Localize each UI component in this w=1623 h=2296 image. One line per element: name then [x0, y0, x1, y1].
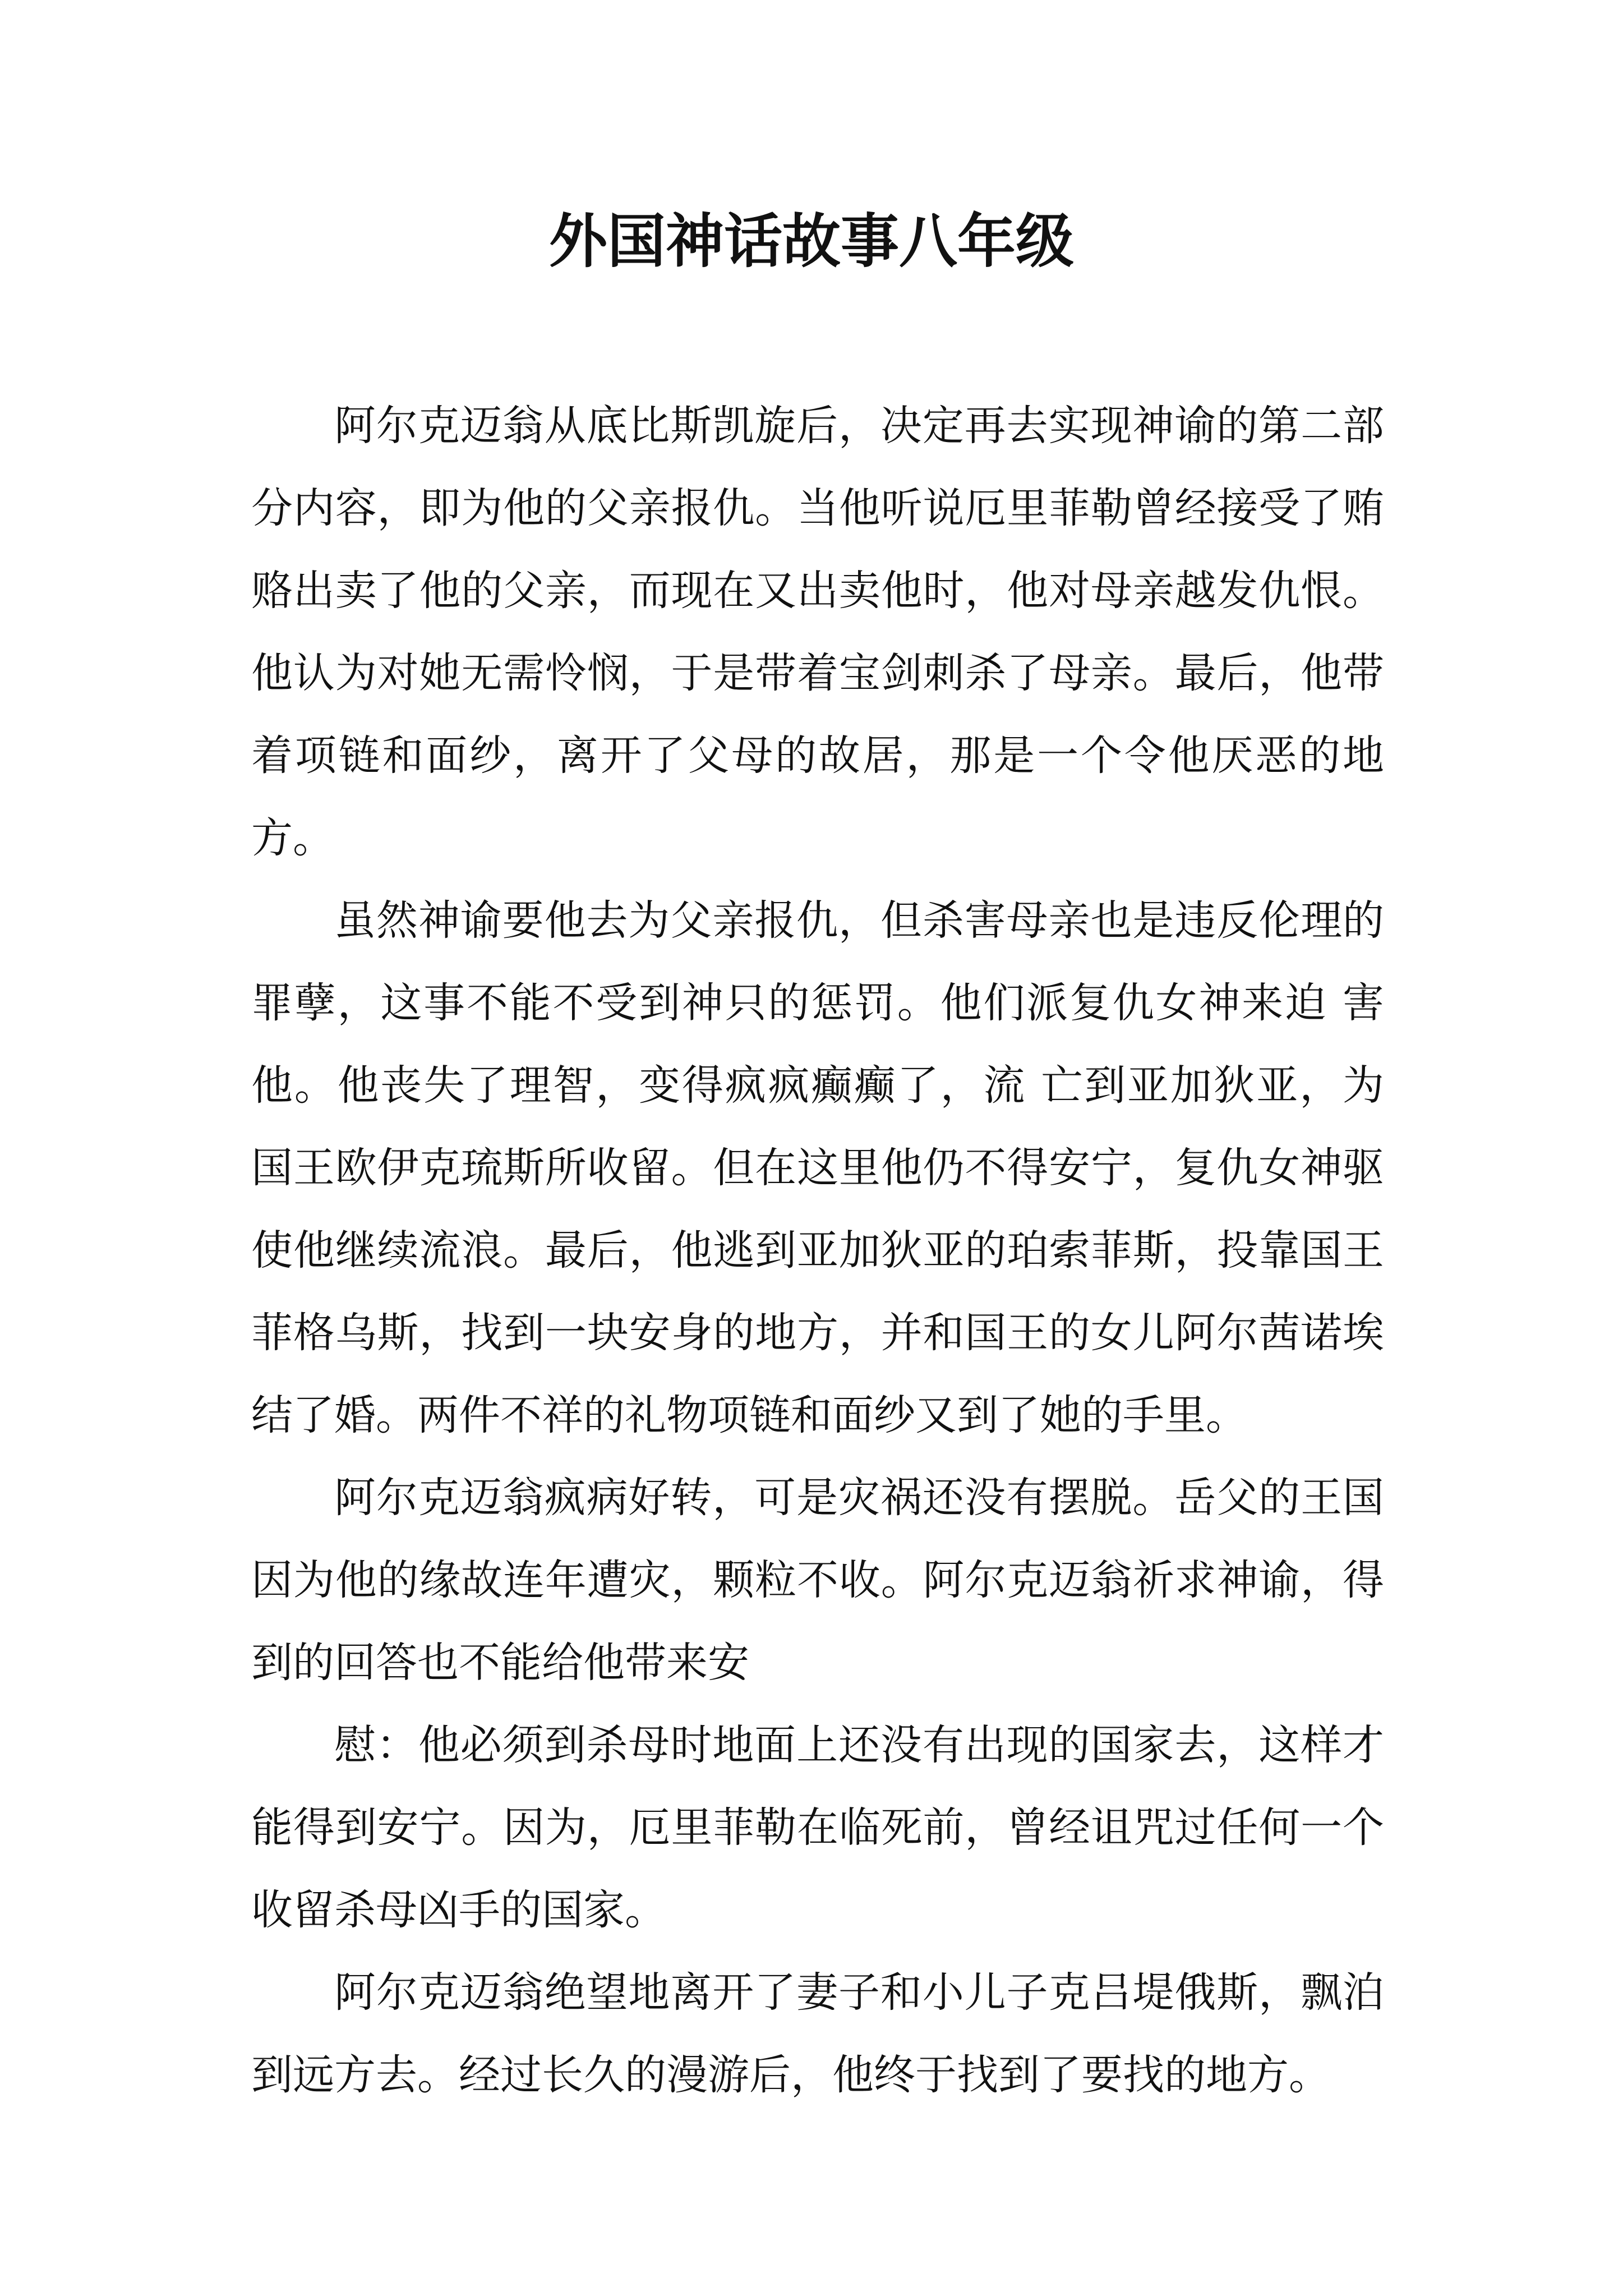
paragraph: 阿尔克迈翁从底比斯凯旋后，决定再去实现神谕的第二部分内容，即为他的父亲报仇。当他听说厄里菲勒曾经接受了贿 赂出卖了他的父亲，而现在又出卖他时，他对母亲越发仇恨。他认为对她无需怜悯，于是带着宝剑刺杀了母亲。最后，他带着项链和面纱，离开了父母的故居，那是一个令他厌恶的地方。: [251, 402, 1384, 862]
paragraph: 慰：他必须到杀母时地面上还没有出现的国家去，这样才能得到安宁。因为，厄里菲勒在临死前，曾经诅咒过任何一个收留杀母凶手的国家。: [251, 1721, 1384, 1934]
document-title: 外国神话故事八年级: [548, 206, 1074, 275]
document-body: [251, 385, 1384, 2116]
paragraph: 阿尔克迈翁疯病好转，可是灾祸还没有摆脱。岳父的王国因为他的缘故连年遭灾，颗粒不收。阿尔克迈翁祈求神谕，得到的回答也不能给他带来安: [251, 1474, 1384, 1687]
paragraph: 阿尔克迈翁绝望地离开了妻子和小儿子克吕堤俄斯，飘泊到远方去。经过长久的漫游后，他终于找到了要找的地方。: [251, 1968, 1384, 2099]
paragraph: 虽然神谕要他去为父亲报仇，但杀害母亲也是违反伦理的罪孽，这事不能不受到神只的惩罚。他们派复仇女神来迫 害他。他丧失了理智，变得疯疯癫癫了，流 亡到亚加狄亚，为国王欧伊克琉斯所收留。但在这里他仍不得安宁，复仇女神驱使他继续流浪。最后，他逃到亚加狄亚的珀索菲斯，投靠国王菲格乌斯，找到一块安身的地方，并和国王的女儿阿尔茜诺埃结了婚。两件不祥的礼物项链和面纱又到了她的手里。: [251, 896, 1384, 1439]
